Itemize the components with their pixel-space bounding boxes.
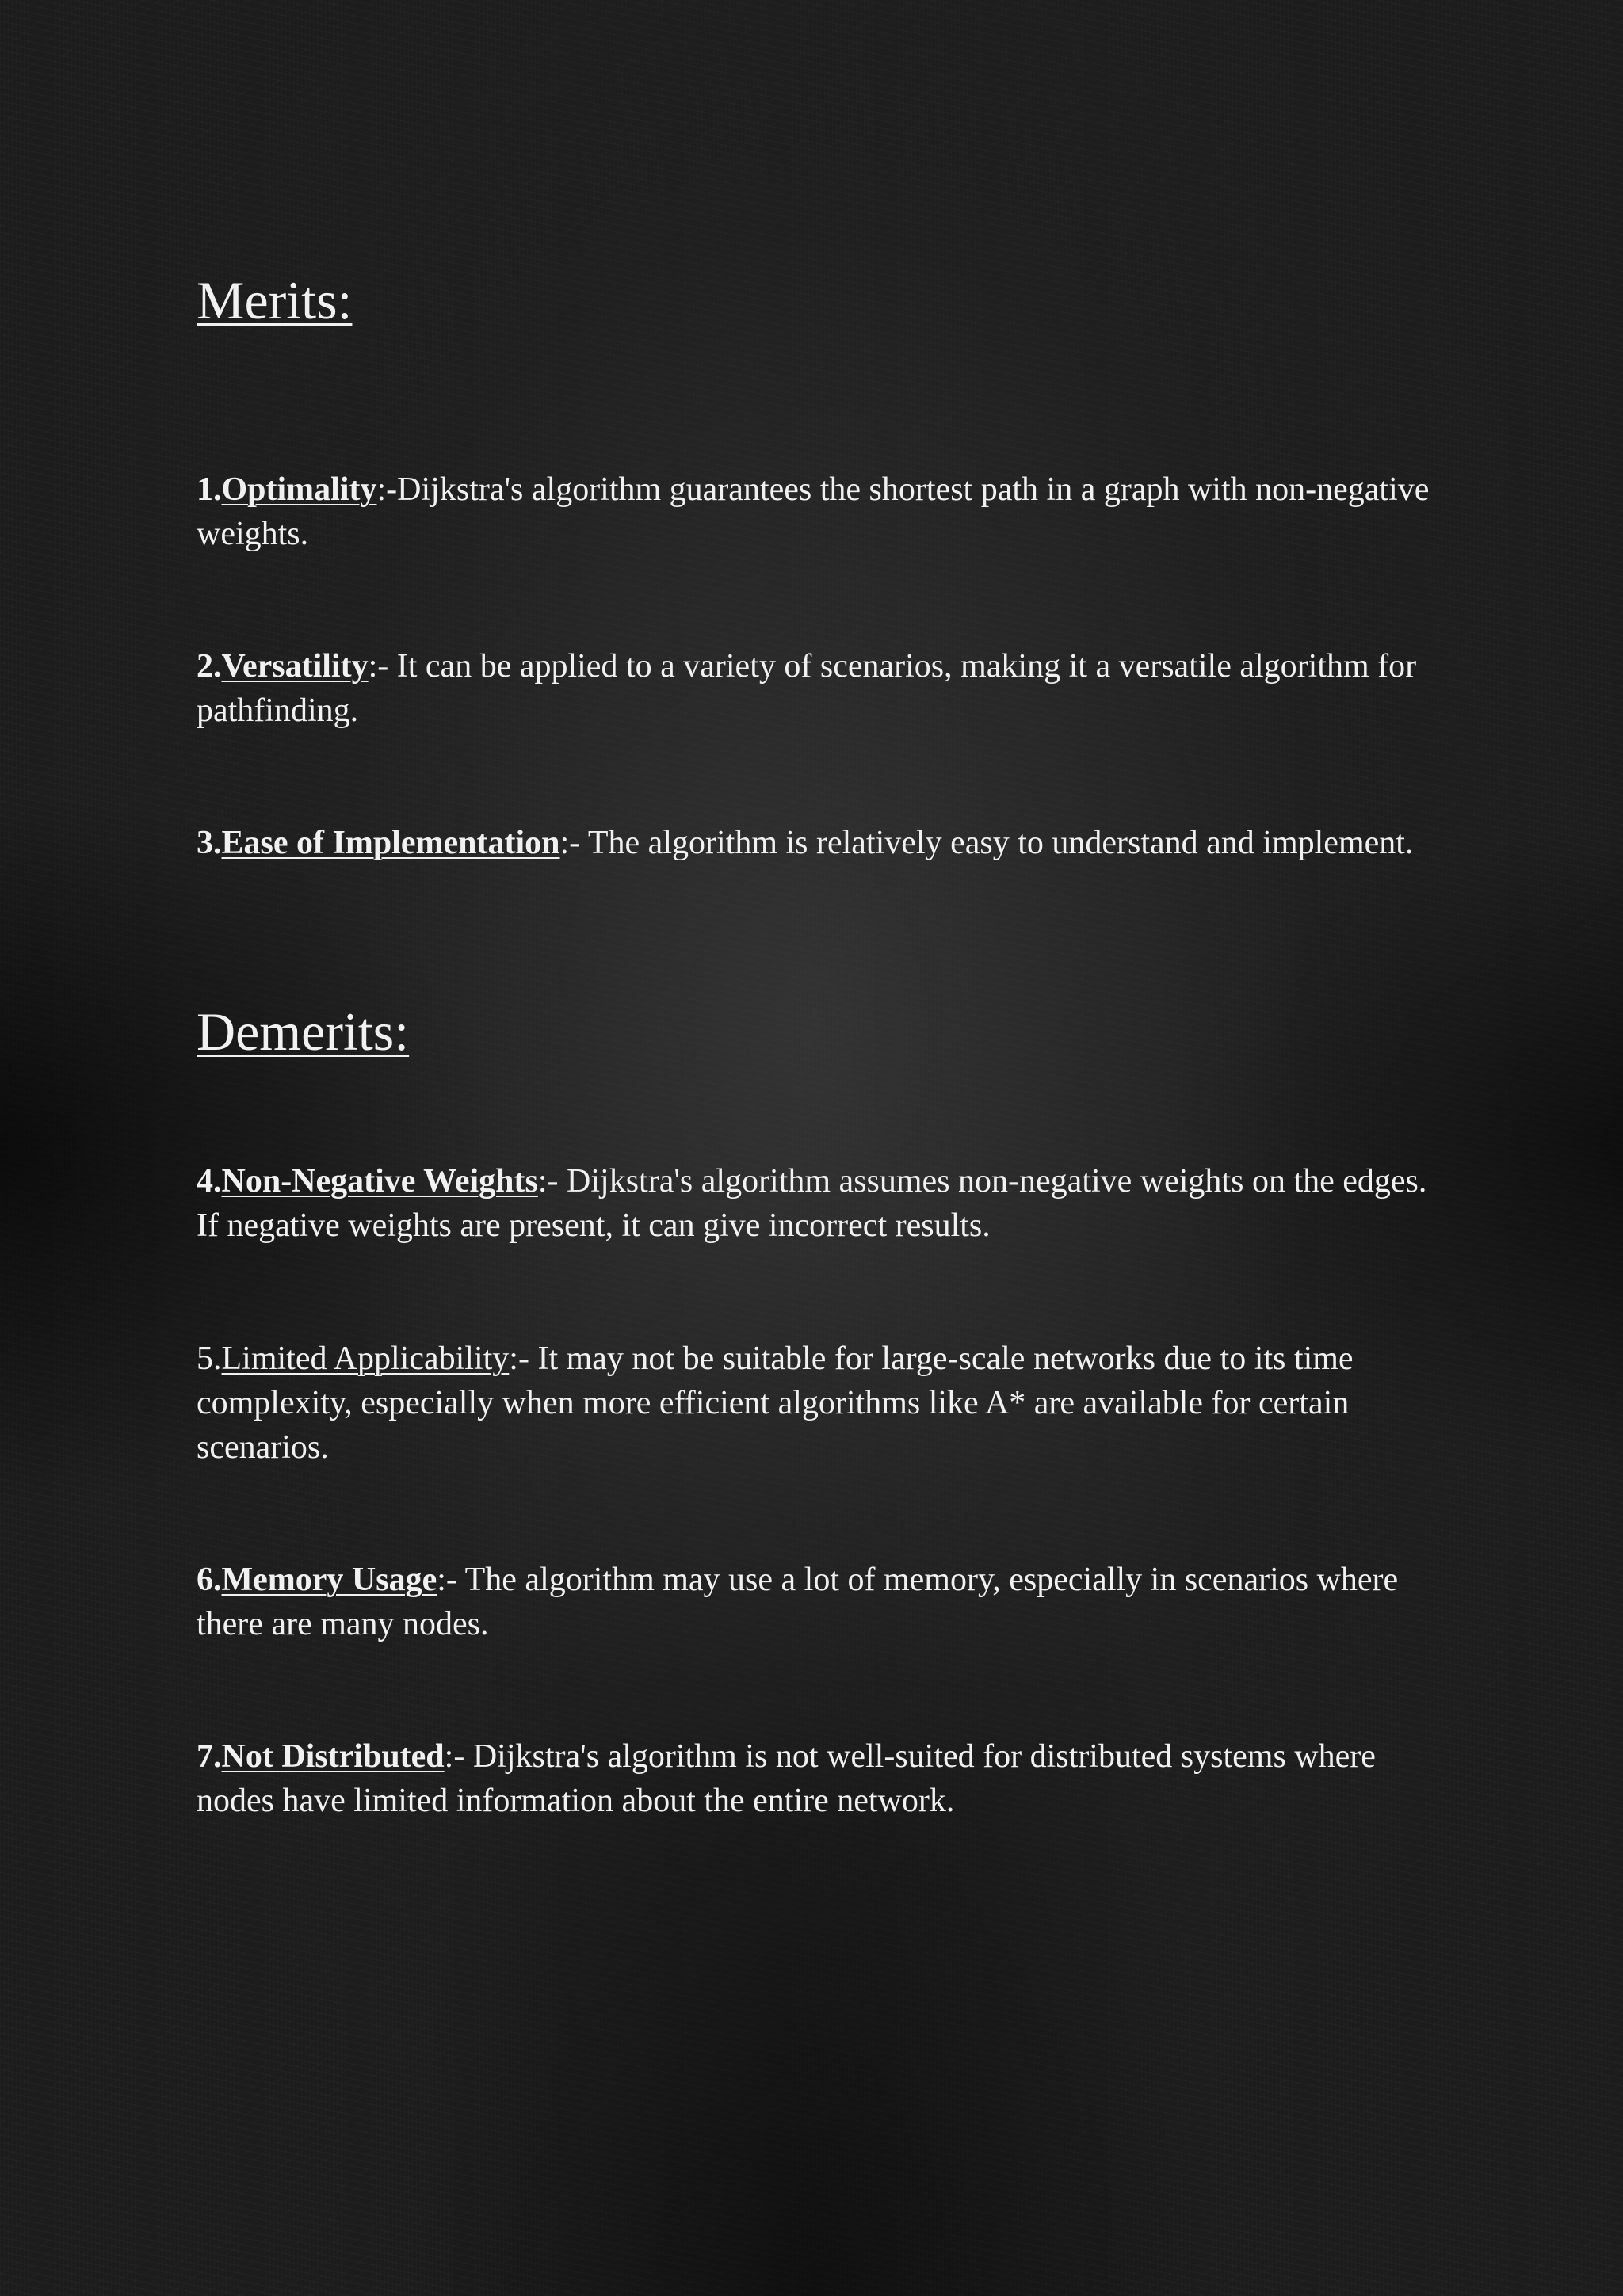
item-term: Limited Applicability	[221, 1341, 510, 1377]
item-number: 5.	[197, 1341, 222, 1377]
demerit-item-non-negative-weights	[197, 1159, 1433, 1248]
item-number: 3.	[197, 825, 222, 861]
item-term: Ease of Implementation	[221, 825, 560, 861]
item-description: :-Dijkstra's algorithm guarantees the shortest path in a graph with non-negative weights.	[197, 471, 1430, 552]
item-term: Versatility	[221, 648, 369, 685]
merit-item-ease-of-implementation	[197, 821, 1433, 865]
item-number: 7.	[197, 1738, 222, 1775]
item-description: :- The algorithm may use a lot of memory, especially in scenarios where there are many nodes.	[197, 1562, 1399, 1642]
item-term: Memory Usage	[221, 1562, 437, 1598]
item-term: Non-Negative Weights	[221, 1163, 538, 1199]
item-description: :- Dijkstra's algorithm assumes non-negative weights on the edges. If negative weights are present, it can give incorrect results.	[197, 1163, 1427, 1244]
demerits-heading: Demerits:	[197, 1001, 410, 1062]
item-term: Optimality	[221, 471, 377, 508]
item-description: :- Dijkstra's algorithm is not well-suited for distributed systems where nodes have limited information about the entire network.	[197, 1738, 1376, 1819]
merit-item-versatility	[197, 644, 1433, 733]
merits-heading: Merits:	[197, 270, 353, 330]
demerit-item-limited-applicability	[197, 1337, 1433, 1470]
demerit-item-memory-usage	[197, 1558, 1433, 1646]
item-number: 2.	[197, 648, 222, 685]
item-term: Not Distributed	[221, 1738, 445, 1775]
item-number: 4.	[197, 1163, 222, 1199]
item-number: 1.	[197, 471, 222, 508]
merit-item-optimality	[197, 467, 1433, 556]
demerit-item-not-distributed	[197, 1734, 1433, 1823]
item-description: :- It may not be suitable for large-scale networks due to its time complexity, especially when more efficient algorithms like A* are available for certain scenarios.	[197, 1341, 1354, 1466]
item-description: :- The algorithm is relatively easy to understand and implement.	[559, 825, 1414, 861]
item-description: :- It can be applied to a variety of scenarios, making it a versatile algorithm for pathfinding.	[197, 648, 1417, 729]
item-number: 6.	[197, 1562, 222, 1598]
